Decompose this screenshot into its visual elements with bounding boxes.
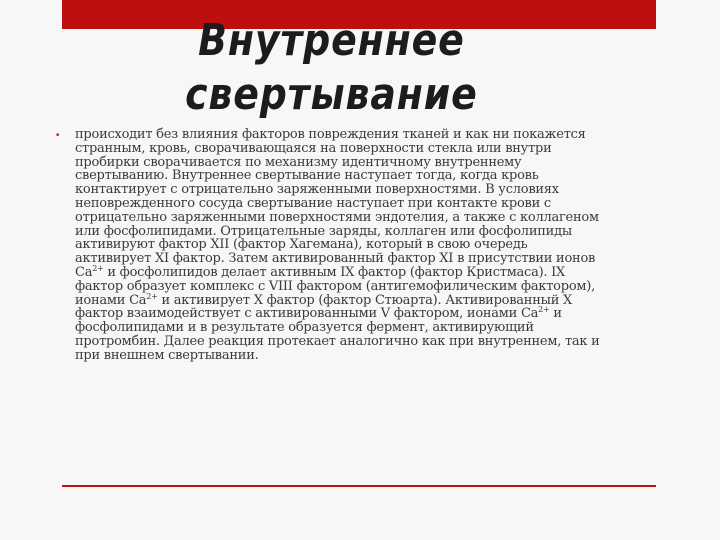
paragraph-line: странным, кровь, сворачивающаяся на поверхности стекла или внутри (75, 140, 552, 156)
paragraph-line: происходит без влияния факторов повреждения тканей и как ни покажется (75, 127, 586, 142)
bullet-item (55, 128, 665, 363)
title-line-1: Внутреннее (198, 15, 465, 66)
paragraph-line: активирует XI фактор. Затем активированный фактор XI в присутствии ионов (75, 251, 596, 267)
title-line-2: свертывание (185, 69, 478, 120)
bottom-accent-line (62, 485, 656, 487)
paragraph-line: фосфолипидами и в результате образуется фермент, активирующий (75, 320, 534, 336)
content-area (55, 128, 665, 363)
paragraph-line: неповрежденного сосуда свертывание наступает при контакте крови с (75, 195, 551, 211)
line-text: и фосфолипидов делает активным IX фактор (фактор Кристмаса). IX (103, 264, 566, 280)
paragraph-line: или фосфолипидами. Отрицательные заряды, коллаген или фосфолипиды (75, 223, 572, 239)
paragraph-line: активируют фактор XII (фактор Хагемана), который в свою очередь (75, 237, 528, 253)
line-text: и (549, 306, 562, 322)
bullet-paragraph (75, 128, 665, 363)
line-text: и активирует X фактор (фактор Стюарта). Активированный X (157, 292, 573, 308)
ion-symbol: Ca (75, 264, 93, 280)
paragraph-line: контактирует с отрицательно заряженными поверхностями. В условиях (75, 182, 559, 198)
ion-charge: 2+ (146, 291, 158, 301)
ion-charge: 2+ (538, 305, 550, 315)
paragraph-line: пробирки сворачивается по механизму идентичному внутреннему (75, 154, 522, 170)
paragraph-line (75, 263, 665, 280)
line-text: ионами Ca (75, 292, 147, 308)
ion-charge: 2+ (92, 263, 104, 273)
paragraph-line: протромбин. Далее реакция протекает аналогично как при внутреннем, так и (75, 333, 600, 349)
paragraph-line: свертыванию. Внутреннее свертывание наступает тогда, когда кровь (75, 168, 539, 184)
slide-title (48, 14, 616, 122)
bullet-icon: • (55, 131, 61, 141)
line-text: фактор взаимодействует с активированными V фактором, ионами Ca (75, 306, 539, 322)
paragraph-line (75, 307, 665, 321)
paragraph-line: фактор образует комплекс с VIII фактором (антигемофилическим фактором), (75, 278, 595, 294)
paragraph-line: при внешнем свертывании. (75, 347, 259, 363)
paragraph-line: отрицательно заряженными поверхностями эндотелия, а также с коллагеном (75, 209, 599, 225)
